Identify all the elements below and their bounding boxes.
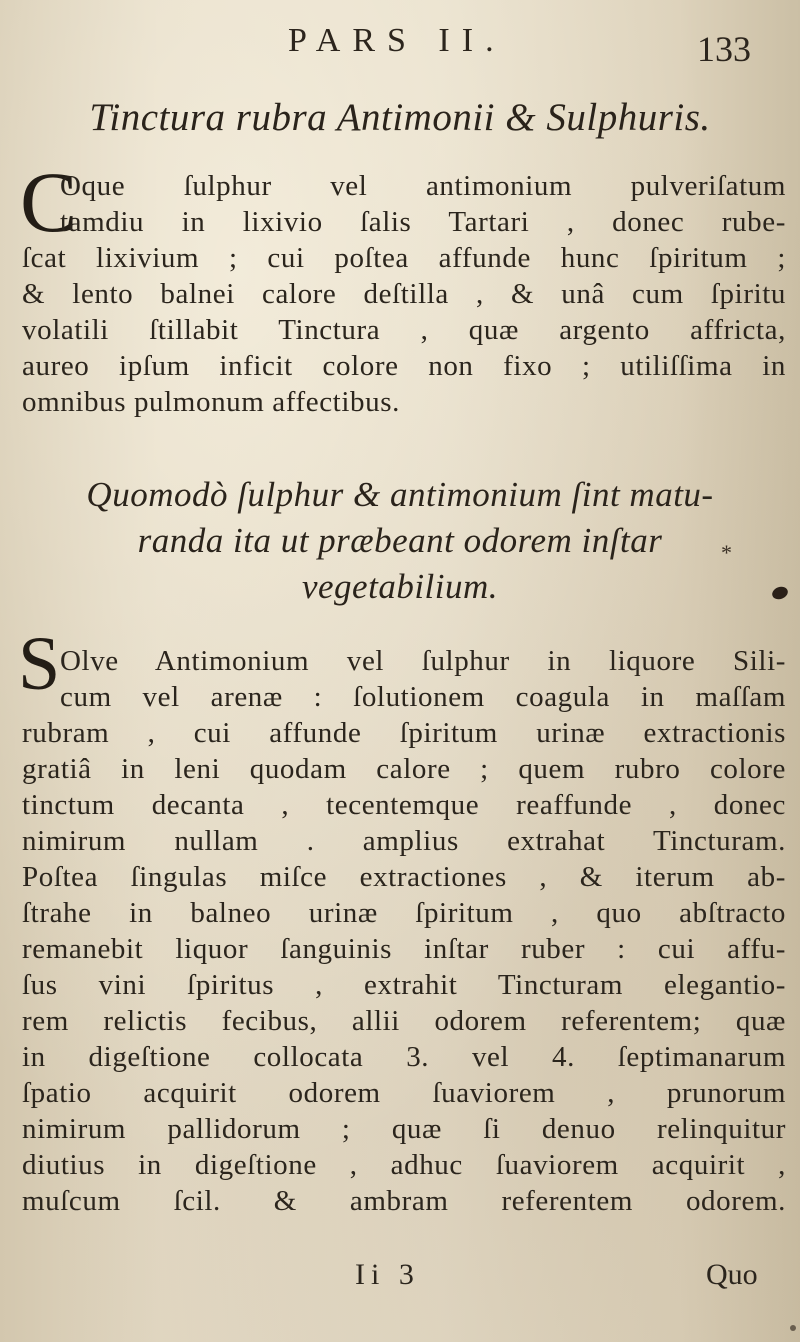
text-line: tinctum decanta , tecentemque reaffunde , donec [22,789,786,821]
running-head-title: PARS II. [288,22,506,59]
text-line: muſcum ſcil. & ambram referentem odorem. [22,1185,786,1217]
text-line: rubram , cui affunde ſpiritum urinæ extractionis [22,717,786,749]
marginal-asterisk: * [721,540,732,565]
text-line: ſcat lixivium ; cui poſtea affunde hunc ſpiritum ; [22,242,786,274]
paragraph-tinctura [20,154,786,420]
heading-line: vegetabilium. [301,567,499,606]
catchword: Quo [706,1258,758,1291]
drop-cap-c: C [20,154,78,250]
signature-mark: Ii 3 [355,1258,420,1291]
text-line: nimirum pallidorum ; quæ ſi denuo relinquitur [22,1113,786,1145]
ink-speck [790,1325,796,1331]
text-line: Olve Antimonium vel ſulphur in liquore Sili- [60,645,786,677]
text-line: Oque ſulphur vel antimonium pulveriſatum [60,170,786,202]
text-line: ſtrahe in balneo urinæ ſpiritum , quo abſtracto [22,897,786,929]
text-line: in digeſtione collocata 3. vel 4. ſeptimanarum [22,1041,786,1073]
text-line: aureo ipſum inficit colore non fixo ; utiliſſima in [22,350,786,382]
text-line: omnibus pulmonum affectibus. [22,386,400,418]
heading-line: randa ita ut præbeant odorem inſtar [137,521,663,560]
text-line: cum vel arenæ : ſolutionem coagula in maſſam [60,681,786,713]
section-heading-tinctura: Tinctura rubra Antimonii & Sulphuris. [89,96,711,139]
text-line: diutius in digeſtione , adhuc ſuaviorem acquirit , [22,1149,786,1181]
heading-line: Quomodò ſulphur & antimonium ſint matu- [86,475,714,514]
text-line: volatili ſtillabit Tinctura , quæ argento affricta, [22,314,786,346]
drop-cap-s: S [18,622,61,706]
text-line: remanebit liquor ſanguinis inſtar ruber : cui affu- [22,933,786,965]
text-line: rem relictis fecibus, allii odorem referentem; quæ [22,1005,786,1037]
page-number: 133 [697,29,751,69]
section-heading-quomodo [0,472,800,610]
text-line: & lento balnei calore deſtilla , & unâ cum ſpiritu [22,278,786,310]
paragraph-quomodo [22,643,786,1219]
text-line: nimirum nullam . amplius extrahat Tincturam. [22,825,786,857]
text-line: gratiâ in leni quodam calore ; quem rubro colore [22,753,786,785]
text-line: ſpatio acquirit odorem ſuaviorem , prunorum [22,1077,786,1109]
text-line: ſus vini ſpiritus , extrahit Tincturam elegantio- [22,969,786,1001]
text-line: Poſtea ſingulas miſce extractiones , & iterum ab- [22,861,786,893]
running-head [0,18,800,68]
text-line: tamdiu in lixivio ſalis Tartari , donec rube- [60,206,786,238]
